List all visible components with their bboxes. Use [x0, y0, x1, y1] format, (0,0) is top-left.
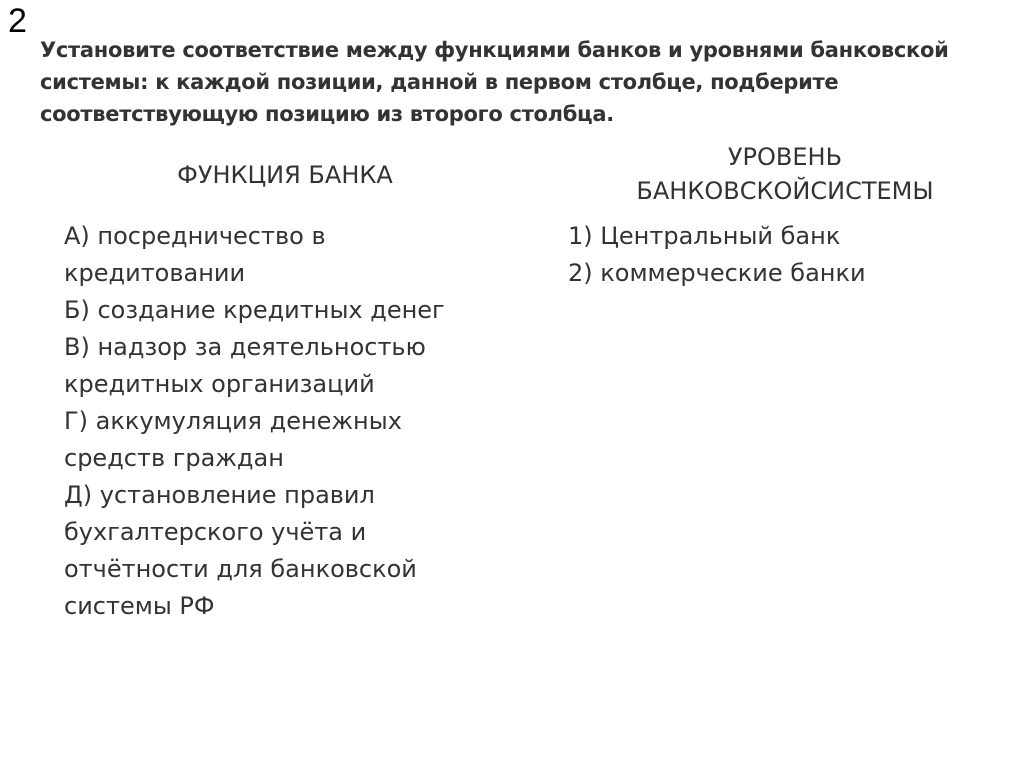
left-column-header: ФУНКЦИЯ БАНКА — [177, 161, 393, 189]
list-item-level-2: 2) коммерческие банки — [568, 259, 866, 287]
bank-functions-list — [64, 218, 484, 625]
banking-levels-list — [568, 218, 988, 292]
list-item-function-v: В) надзор за деятельностью кредитных организаций — [64, 333, 426, 398]
right-column-header-line2: БАНКОВСКОЙСИСТЕМЫ — [636, 177, 934, 205]
list-item-function-g: Г) аккумуляция денежных средств граждан — [64, 407, 402, 472]
task-text: Установите соответствие между функциями банков и уровнями банковской системы: к каждой позиции, данной в первом столбце, подберите соответствующую позицию из второго столбца. — [40, 38, 949, 126]
list-item-level-1: 1) Центральный банк — [568, 222, 841, 250]
slide-number: 2 — [8, 2, 27, 40]
right-column-header-line1: УРОВЕНЬ — [727, 143, 843, 171]
list-item-function-d: Д) установление правил бухгалтерского учёта и отчётности для банковской системы РФ — [64, 481, 417, 620]
list-item-function-b: Б) создание кредитных денег — [64, 296, 445, 324]
right-column-header — [590, 140, 980, 208]
list-item-function-a: А) посредничество в кредитовании — [64, 222, 326, 287]
